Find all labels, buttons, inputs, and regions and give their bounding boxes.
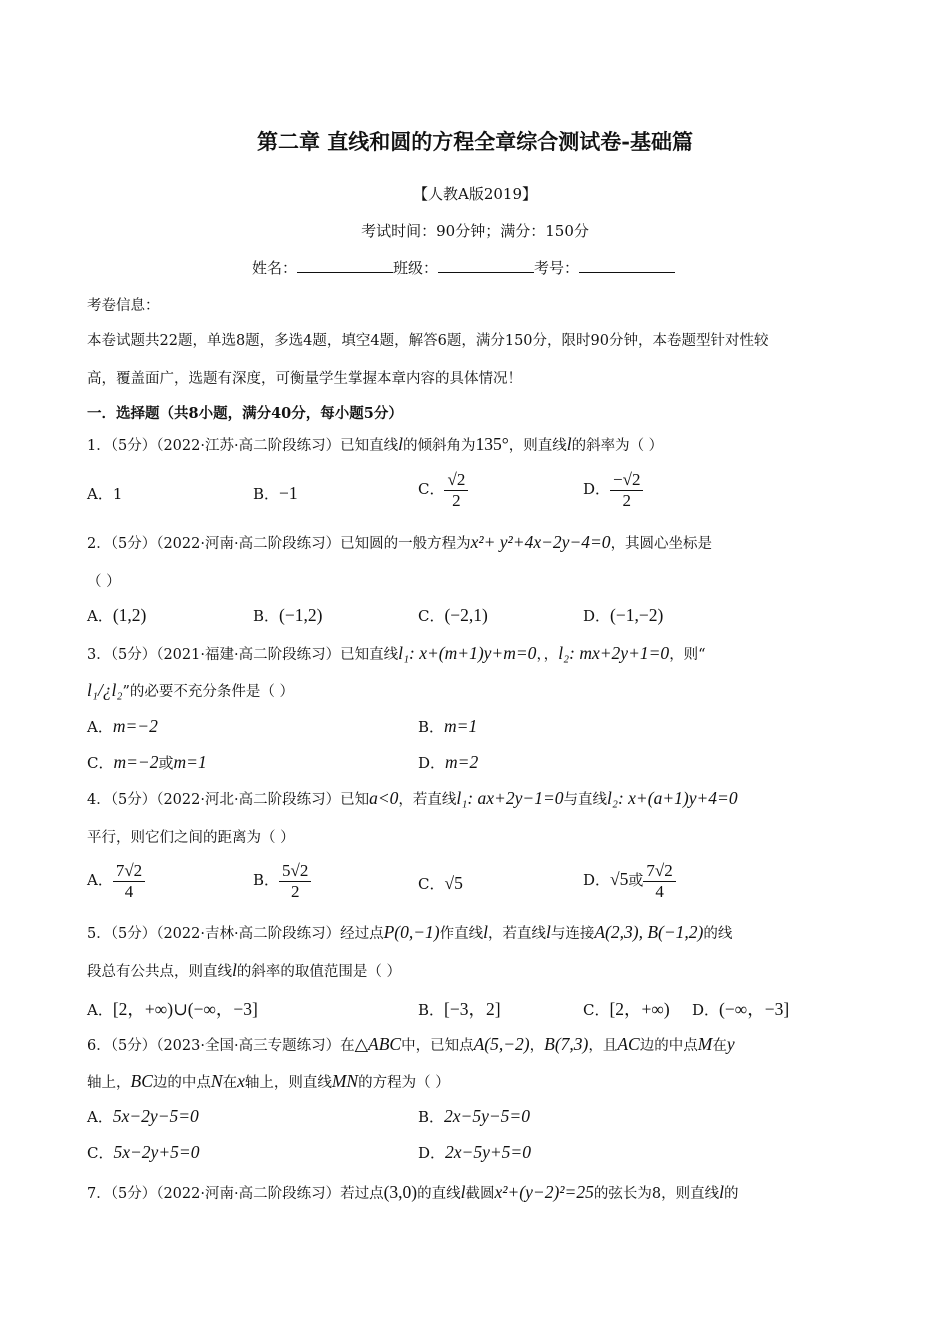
q3-option-c: C．m=−2或m=1	[87, 752, 207, 772]
question-4-stem-2: 平行，则它们之间的距离为（ ）	[87, 830, 295, 846]
number-label: 考号：	[534, 259, 580, 277]
info-line-2: 高，覆盖面广，选题有深度，可衡量学生掌握本章内容的具体情况！	[87, 371, 522, 387]
q3-option-a: A．m=−2	[87, 716, 158, 736]
q4-option-d: D．√5或 $\frac{7√2}{4}$	[583, 861, 676, 901]
q4-option-c: C．√5	[418, 873, 463, 893]
q6-option-c: C．5x−2y+5=0	[87, 1142, 200, 1162]
q2-option-a: A．(1,2)	[87, 605, 147, 625]
q2-option-d: D．(−1,−2)	[583, 605, 664, 625]
q5-option-c: C．[2，+∞)	[583, 999, 670, 1019]
section-heading: 一．选择题（共8小题，满分40分，每小题5分）	[87, 405, 403, 422]
q5-option-d: D．(−∞，−3]	[692, 999, 790, 1019]
student-info-row	[252, 257, 675, 278]
page-title: 第二章 直线和圆的方程全章综合测试卷-基础篇	[256, 129, 694, 154]
question-6-stem-2: 轴上，BC边的中点N在x轴上，则直线MN的方程为（ ）	[87, 1071, 450, 1091]
q4-option-a: A． $\frac{7√2}{4}$	[87, 861, 145, 901]
info-line-1: 本卷试题共22题，单选8题，多选4题，填空4题，解答6题，满分150分，限时90分钟，本卷题型针对性较	[87, 333, 769, 349]
question-5-stem: 5．（5分）（2022·吉林·高二阶段练习）经过点P(0,−1)作直线l，若直线l与连接A(2,3), B(−1,2)的线	[87, 922, 733, 942]
q1-option-d: D． $\frac{-√2}{2}$	[583, 470, 643, 510]
question-2-stem: 2．（5分）（2022·河南·高二阶段练习）已知圆的一般方程为x²+ y²+4x−2y−4=0，其圆心坐标是	[87, 532, 713, 552]
q1-option-c: C． $\frac{√2}{2}$	[418, 470, 468, 510]
q2-option-b: B．(−1,2)	[253, 605, 323, 625]
edition-label: 【人教A版2019】	[412, 185, 537, 203]
q1-option-a: A．1	[87, 485, 123, 503]
class-blank[interactable]	[438, 260, 534, 273]
question-3-stem-2: l₁/¿l₂”的必要不充分条件是（ ）	[87, 680, 295, 700]
q3-option-d: D．m=2	[418, 752, 479, 772]
name-label: 姓名：	[252, 259, 298, 277]
number-blank[interactable]	[579, 260, 675, 273]
info-label: 考卷信息：	[87, 298, 160, 314]
q6-option-a: A．5x−2y−5=0	[87, 1106, 199, 1126]
exam-time: 考试时间：90分钟；满分：150分	[361, 222, 589, 240]
q5-option-a: A．[2，+∞)∪(−∞，−3]	[87, 999, 258, 1019]
class-label: 班级：	[393, 259, 439, 277]
q6-option-d: D．2x−5y+5=0	[418, 1142, 531, 1162]
question-2-paren: （ ）	[87, 574, 121, 590]
question-4-stem: 4．（5分）（2022·河北·高二阶段练习）已知a<0，若直线l₁: ax+2y−1=0与直线l₂: x+(a+1)y+4=0	[87, 788, 738, 808]
q2-option-c: C．(−2,1)	[418, 605, 488, 625]
q6-option-b: B．2x−5y−5=0	[418, 1106, 530, 1126]
name-blank[interactable]	[297, 260, 393, 273]
question-7-stem: 7．（5分）（2022·河南·高二阶段练习）若过点(3,0)的直线l截圆x²+(y−2)²=25的弦长为8，则直线l的	[87, 1182, 739, 1202]
q5-option-b: B．[−3，2]	[418, 999, 501, 1019]
q3-option-b: B．m=1	[418, 716, 478, 736]
question-1-stem: 1．（5分）（2022·江苏·高二阶段练习）已知直线l的倾斜角为135°，则直线l的斜率为（ ）	[87, 434, 664, 454]
question-3-stem: 3．（5分）（2021·福建·高二阶段练习）已知直线l₁: x+(m+1)y+m=0，，l₂: mx+2y+1=0，则“	[87, 643, 706, 663]
q4-option-b: B． $\frac{5√2}{2}$	[253, 861, 311, 901]
question-5-stem-2: 段总有公共点，则直线l的斜率的取值范围是（ ）	[87, 960, 401, 980]
question-6-stem: 6．（5分）（2023·全国·高三专题练习）在△ABC中，已知点A(5,−2)，B(7,3)，且AC边的中点M在y	[87, 1034, 735, 1054]
q1-option-b: B．−1	[253, 483, 298, 503]
